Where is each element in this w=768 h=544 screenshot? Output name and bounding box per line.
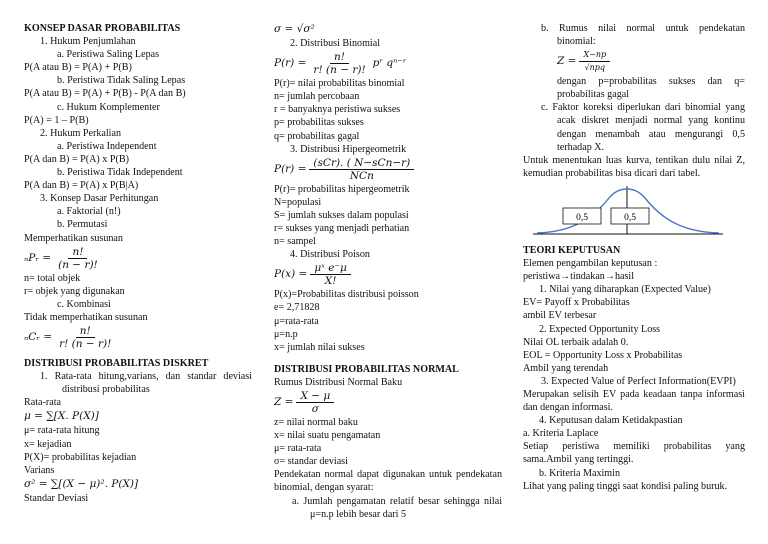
text-line: x= kejadian [24, 438, 72, 450]
text-line: 4. Distribusi Poison [290, 249, 370, 261]
text-line: Varians [24, 464, 55, 476]
formula-tail: pʳ qⁿ⁻ʳ [372, 57, 407, 70]
text-line: Elemen pengambilan keputusan : [523, 258, 658, 270]
section-title-distribusi-normal: DISTRIBUSI PROBABILITAS NORMAL [274, 363, 459, 375]
z-score-formula [274, 390, 502, 415]
text-line: p= probabilitas sukses [274, 117, 364, 129]
poisson-formula [274, 262, 502, 287]
fraction-numerator: μˣ e⁻μ [310, 262, 350, 275]
binomial-formula [274, 51, 502, 76]
text-paragraph: Lihat yang paling tinggi saat kondisi paling buruk. [523, 480, 728, 492]
column-1 [24, 22, 252, 505]
text-line: Rata-rata [24, 397, 61, 409]
text-line: N=populasi [274, 196, 322, 208]
fraction-denominator: X! [324, 275, 337, 288]
text-line: b. Kriteria Maximin [539, 467, 621, 479]
formula-lhs: Z = [274, 395, 294, 408]
text-paragraph: Setiap peristiwa memiliki probabilitas yang sama.Ambil yang tertinggi. [523, 441, 745, 466]
text-line: e= 2,71828 [274, 302, 320, 314]
fraction-numerator: (sCr). ( N−sCn−r) [309, 157, 414, 170]
text-line: 2. Expected Opportunity Loss [539, 323, 661, 335]
fraction-denominator: NCn [349, 169, 374, 182]
text-line: a. Kriteria Laplace [523, 428, 599, 440]
text-paragraph: c. Faktor koreksi diperlukan dari binomial yang acak diskret menjadi normal yang kontinu dengan menambah atau mengurangi 0,5 terhadap X. [541, 102, 745, 153]
fraction [309, 157, 414, 182]
text-paragraph: b. Rumus nilai normal untuk pendekatan binomial: [541, 23, 745, 48]
normal-curve-diagram [523, 182, 733, 240]
text-line: P(A) = 1 – P(B) [24, 114, 89, 126]
text-line: Nilai OL terbaik adalah 0. [523, 336, 629, 348]
formula-lhs: P(r) = [274, 57, 307, 70]
text-line: Standar Deviasi [24, 492, 89, 504]
text-line: r = banyaknya peristiwa sukses [274, 104, 401, 116]
formula-lhs: ₙCᵣ = [24, 330, 53, 343]
text-line: b. Peristiwa Tidak Independent [57, 167, 183, 179]
formula-lhs: ₙPᵣ = [24, 251, 52, 264]
column-3 [523, 22, 745, 493]
text-paragraph: a. Jumlah pengamatan relatif besar sehingga nilai μ=n.p lebih besar dari 5 [292, 495, 502, 520]
text-line: c. Kombinasi [57, 298, 111, 310]
text-paragraph: Merupakan selisih EV pada keadaan tanpa informasi dan dengan informasi. [523, 388, 745, 414]
text-line: x= jumlah nilai sukses [274, 341, 365, 353]
fraction-numerator: n! [76, 325, 95, 338]
mean-formula: μ = ∑[X. P(X)] [24, 410, 99, 423]
left-half-label: 0,5 [576, 212, 588, 223]
text-line: P(A atau B) = P(A) + P(B) - P(A dan B) [24, 88, 186, 100]
text-line: q= probabilitas gagal [274, 130, 360, 142]
text-paragraph: 3. Expected Value of Perfect Information(EVPI) [541, 375, 736, 387]
section-title-distribusi-diskret: DISTRIBUSI PROBABILITAS DISKRET [24, 357, 209, 369]
text-line: μ=rata-rata [274, 315, 319, 327]
text-line: S= jumlah sukses dalam populasi [274, 209, 409, 221]
fraction-denominator: r! (n − r)! [313, 64, 366, 77]
text-line: c. Hukum Komplementer [57, 101, 160, 113]
fraction [309, 51, 369, 76]
text-line: n= jumlah percobaan [274, 91, 360, 103]
text-line: 2. Distribusi Binomial [290, 38, 381, 50]
text-line: 3. Konsep Dasar Perhitungan [40, 193, 159, 205]
fraction-numerator: X−np [579, 49, 610, 62]
section-title-konsep-dasar: KONSEP DASAR PROBABILITAS [24, 23, 181, 34]
text-line: a. Faktorial (n!) [57, 206, 121, 218]
text-line: 4. Keputusan dalam Ketidakpastian [539, 415, 683, 427]
hypergeometric-formula [274, 157, 502, 182]
text-line: 1. Rata-rata hitung,varians, dan standar deviasi distribusi probabilitas [40, 371, 252, 396]
text-line: μ= rata-rata [274, 443, 322, 455]
formula-lhs: P(x) = [274, 268, 308, 281]
fraction [310, 262, 350, 287]
fraction [296, 390, 334, 415]
formula-lhs: Z = [557, 55, 577, 68]
text-line: μ=n.p [274, 328, 298, 340]
text-line: x= nilai suatu pengamatan [274, 430, 381, 442]
fraction [55, 325, 115, 350]
text-line: n= sampel [274, 236, 316, 248]
text-line: r= sukses yang menjadi perhatian [274, 223, 410, 235]
text-line: Rumus Distribusi Normal Baku [274, 376, 403, 388]
text-line: EV= Payoff x Probabilitas [523, 297, 630, 309]
formula-lhs: P(r) = [274, 162, 307, 175]
fraction-numerator: X − μ [296, 390, 334, 403]
text-line: n= total objek [24, 272, 81, 284]
combination-formula [24, 325, 252, 350]
fraction-numerator: n! [68, 246, 87, 259]
text-line: b. Permutasi [57, 219, 108, 231]
fraction [54, 246, 102, 271]
column-2 [274, 22, 502, 521]
text-line: P(A dan B) = P(A) x P(B) [24, 153, 129, 165]
text-paragraph: Untuk menentukan luas kurva, tentikan dulu nilai Z, kemudian probabilitas bisa dicari dari tabel. [523, 154, 745, 179]
text-line: P(X)= probabilitas kejadian [24, 451, 137, 463]
text-line: P(A atau B) = P(A) + P(B) [24, 62, 132, 74]
text-line: μ= rata-rata hitung [24, 425, 100, 437]
text-line: P(r)= nilai probabilitas binomial [274, 78, 405, 90]
text-line: peristiwa→tindakan→hasil [523, 271, 635, 283]
text-line: P(x)=Probabilitas distribusi poisson [274, 289, 419, 301]
text-line: a. Peristiwa Saling Lepas [57, 49, 160, 61]
fraction-denominator: √npq [584, 63, 606, 73]
text-paragraph: Pendekatan normal dapat digunakan untuk pendekatan binomial, dengan syarat: [274, 469, 502, 494]
text-line: EOL = Opportunity Loss x Probabilitas [523, 349, 683, 361]
text-line: 1. Hukum Penjumlahan [40, 36, 136, 48]
fraction-denominator: r! (n − r)! [59, 337, 112, 350]
text-line: 1. Nilai yang diharapkan (Expected Value) [539, 284, 711, 296]
variance-formula: σ² = ∑[(X − μ)². P(X)] [24, 477, 139, 490]
text-line: P(r)= probabilitas hipergeometrik [274, 183, 410, 195]
fraction-denominator: σ [311, 402, 319, 415]
text-line: Ambil yang terendah [523, 362, 609, 374]
permutation-formula [24, 246, 252, 271]
text-line: σ= standar deviasi [274, 456, 348, 468]
text-line: ambil EV terbesar [523, 310, 597, 322]
fraction [579, 49, 610, 74]
right-half-label: 0,5 [624, 212, 636, 223]
text-line: a. Peristiwa Independent [57, 140, 157, 152]
text-line: z= nilai normal baku [274, 416, 358, 428]
fraction-numerator: n! [330, 51, 349, 64]
fraction-denominator: (n − r)! [58, 258, 98, 271]
text-line: r= objek yang digunakan [24, 285, 125, 297]
text-line: 3. Distribusi Hipergeometrik [290, 143, 407, 155]
text-paragraph: dengan p=probabilitas sukses dan q= probabilitas gagal [557, 76, 745, 101]
z-binomial-formula [523, 49, 745, 74]
std-dev-formula: σ = √σ² [274, 23, 315, 35]
text-line: Tidak memperhatikan susunan [24, 311, 148, 323]
section-title-teori-keputusan: TEORI KEPUTUSAN [523, 244, 621, 256]
text-line: b. Peristiwa Tidak Saling Lepas [57, 75, 186, 87]
text-line: Memperhatikan susunan [24, 232, 123, 244]
text-line: P(A dan B) = P(A) x P(B|A) [24, 180, 139, 192]
text-line: 2. Hukum Perkalian [40, 127, 122, 139]
